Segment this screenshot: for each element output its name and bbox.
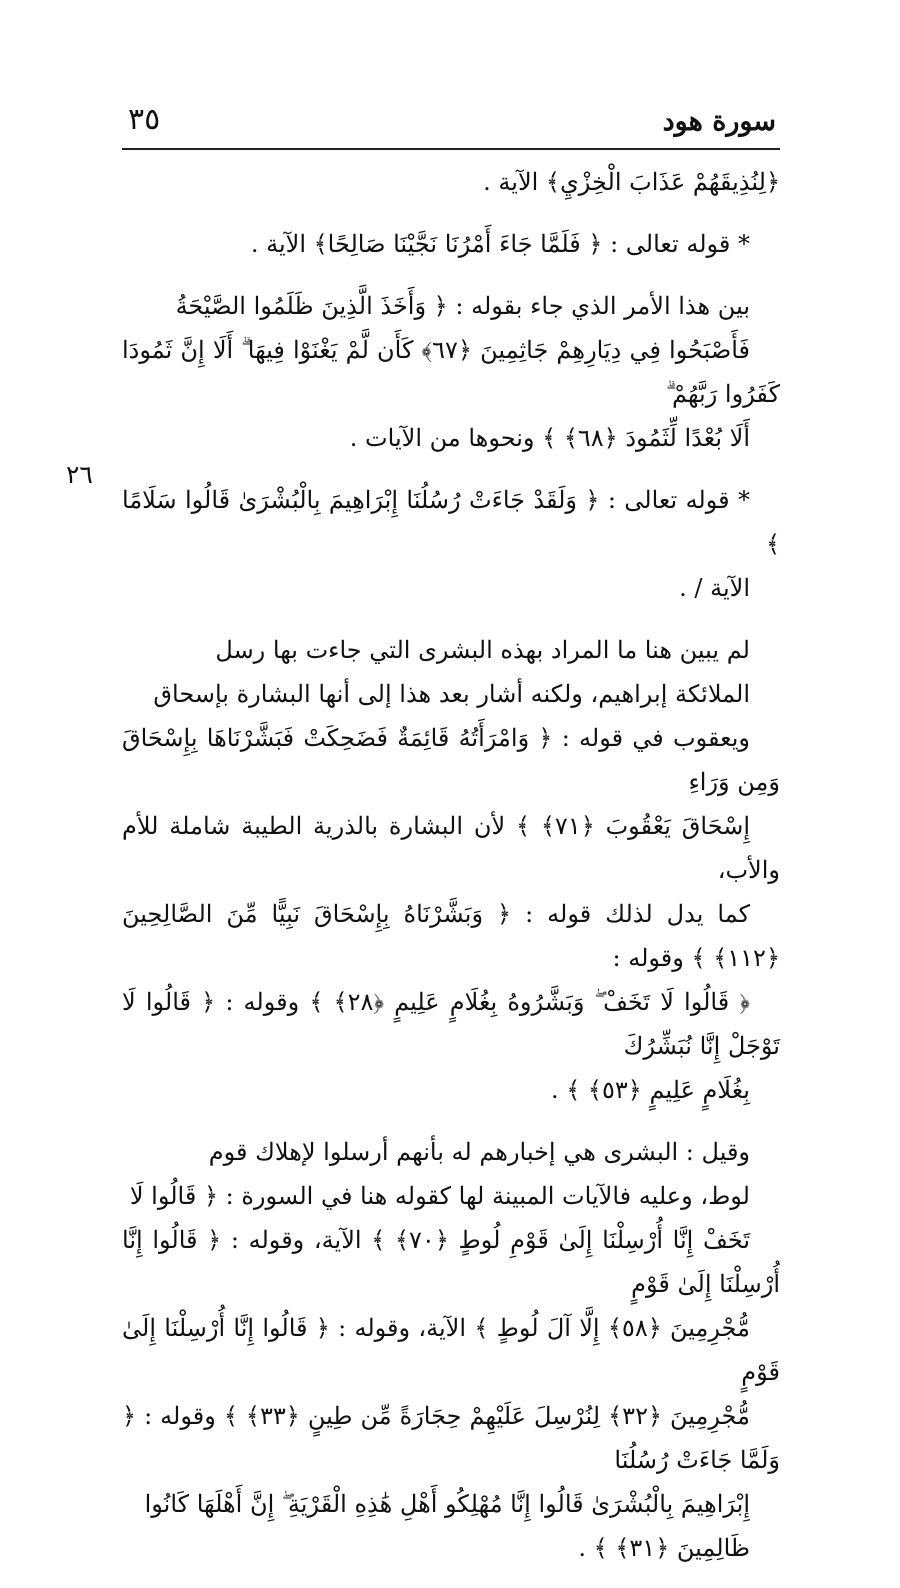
text-line: * قوله تعالى : ﴿ وَلَقَدْ جَاءَتْ رُسُلُنَا إِبْرَاهِيمَ بِالْبُشْرَىٰ قَالُوا سَلَامًا ﴾ [122,486,780,558]
text-line: ﴿ قَالُوا لَا تَخَفْ ۖ وَبَشَّرُوهُ بِغُلَامٍ عَلِيمٍ ﴿٢٨﴾ ﴾ وقوله : ﴿ قَالُوا لَا تَوْجَلْ إِنَّا نُبَشِّرُكَ [122,988,780,1060]
paragraph-p3 [122,284,780,460]
text-line: وقيل : البشرى هي إخبارهم له بأنهم أرسلوا لإهلاك قوم [208,1138,750,1166]
text-line: كما يدل لذلك قوله : ﴿ وَبَشَّرْنَاهُ بِإِسْحَاقَ نَبِيًّا مِّنَ الصَّالِحِينَ ﴿١١٢﴾ ﴾ وقوله : [122,900,780,972]
paragraph-p4 [122,478,780,610]
text-line: إِبْرَاهِيمَ بِالْبُشْرَىٰ قَالُوا إِنَّا مُهْلِكُو أَهْلِ هَٰذِهِ الْقَرْيَةِ ۖ إِنَّ أَهْلَهَا كَانُوا [144,1490,750,1518]
text-line: بين هذا الأمر الذي جاء بقوله : ﴿ وَأَخَذَ الَّذِينَ ظَلَمُوا الصَّيْحَةُ [175,292,750,320]
text-line: لوط، وعليه فالآيات المبينة لها كقوله هنا في السورة : ﴿ قَالُوا لَا [129,1182,750,1210]
text-line: الملائكة إبراهيم، ولكنه أشار بعد هذا إلى أنها البشارة بإسحاق [153,680,750,708]
margin-page-marker: ٢٦ [66,460,93,489]
paragraph-p2 [122,222,780,266]
paragraph-p1 [122,160,780,204]
page-header [122,100,780,150]
text-line: مُّجْرِمِينَ ﴿٥٨﴾ إِلَّا آلَ لُوطٍ ﴾ الآية، وقوله : ﴿ قَالُوا إِنَّا أُرْسِلْنَا إِلَىٰ قَوْمٍ [122,1314,780,1386]
text-line: إِسْحَاقَ يَعْقُوبَ ﴿٧١﴾ ﴾ لأن البشارة بالذرية الطيبة شاملة للأم والأب، [122,812,780,884]
text-line: ويعقوب في قوله : ﴿ وَامْرَأَتُهُ قَائِمَةٌ فَضَحِكَتْ فَبَشَّرْنَاهَا بِإِسْحَاقَ وَمِن وَرَاءِ [122,724,780,796]
text-line: * قوله تعالى : ﴿ فَلَمَّا جَاءَ أَمْرُنَا نَجَّيْنَا صَالِحًا﴾ الآية . [250,230,750,258]
text-line: الآية / . [679,574,750,602]
text-line: لم يبين هنا ما المراد بهذه البشرى التي جاءت بها رسل [215,636,750,664]
text-line: ظَالِمِينَ ﴿٣١﴾ ﴾ . [578,1534,750,1562]
paragraph-p5 [122,628,780,1112]
text-line: بِغُلَامٍ عَلِيمٍ ﴿٥٣﴾ ﴾ . [550,1076,750,1104]
page-number: ٣٥ [128,102,161,137]
text-line: مُّجْرِمِينَ ﴿٣٢﴾ لِنُرْسِلَ عَلَيْهِمْ حِجَارَةً مِّن طِينٍ ﴿٣٣﴾ ﴾ وقوله : ﴿ وَلَمَّا جَاءَتْ رُسُلُنَا [122,1402,780,1474]
paragraph-p6 [122,1130,780,1570]
text-line: ﴿لِنُذِيقَهُمْ عَذَابَ الْخِزْيِ﴾ الآية . [483,168,780,196]
text-line: تَخَفْ إِنَّا أُرْسِلْنَا إِلَىٰ قَوْمِ لُوطٍ ﴿٧٠﴾ ﴾ الآية، وقوله : ﴿ قَالُوا إِنَّا أُرْسِلْنَا إِلَىٰ قَوْمٍ [122,1226,780,1298]
surah-title: سورة هود [662,106,776,137]
text-line: أَلَا بُعْدًا لِّثَمُودَ ﴿٦٨﴾ ﴾ ونحوها من الآيات . [349,424,750,452]
page-body [122,160,780,1588]
text-line: فَأَصْبَحُوا فِي دِيَارِهِمْ جَاثِمِينَ ﴿٦٧﴾ كَأَن لَّمْ يَغْنَوْا فِيهَا ۗ أَلَا إِنَّ ثَمُودَا كَفَرُوا رَبَّهُمْ ۗ [122,336,780,408]
